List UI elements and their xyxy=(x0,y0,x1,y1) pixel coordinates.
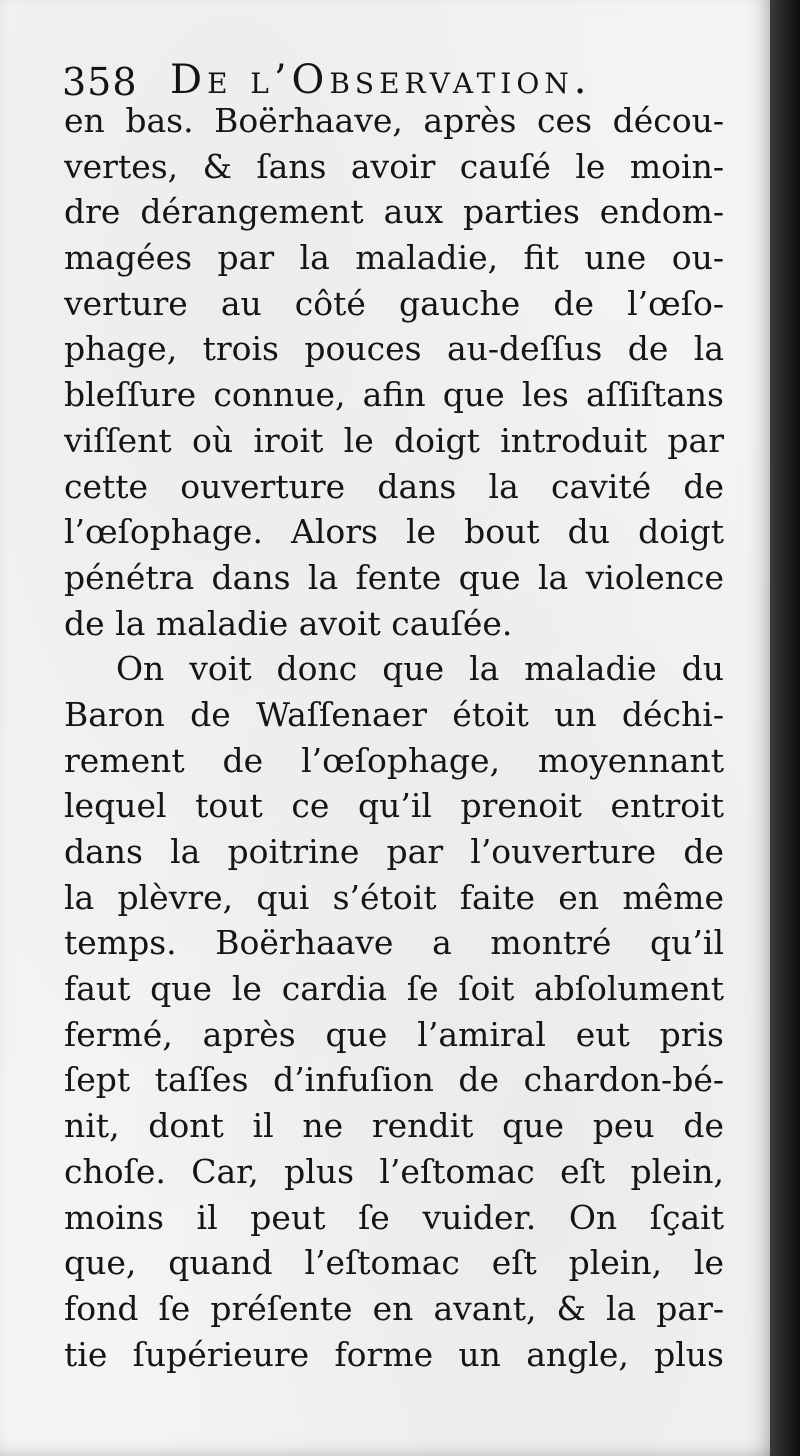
text-line: viſſent où iroit le doigt introduit par xyxy=(64,420,724,460)
text-line: verture au côté gauche de l’œſo- xyxy=(64,283,724,323)
text-line: que, quand l’eſtomac eſt plein, le xyxy=(64,1243,724,1283)
text-line: l’œſophage. Alors le bout du doigt xyxy=(64,512,724,552)
text-line: dre dérangement aux parties endom- xyxy=(64,192,724,232)
text-line: fermé, après que l’amiral eut pris xyxy=(64,1014,724,1054)
text-line: tie ſupérieure forme un angle, plus xyxy=(64,1334,724,1374)
text-line: faut que le cardia ſe ſoit abſolument xyxy=(64,969,724,1009)
text-line: fond ſe préſente en avant, & la par- xyxy=(64,1288,724,1328)
page-number: 358 xyxy=(62,60,138,104)
text-line: dans la poitrine par l’ouverture de xyxy=(64,832,724,871)
text-line: choſe. Car, plus l’eſtomac eſt plein, xyxy=(64,1151,724,1191)
text-line: moins il peut ſe vuider. On ſçait xyxy=(64,1197,724,1237)
text-line: rement de l’œſophage, moyennant xyxy=(64,740,724,780)
text-line: pénétra dans la fente que la violence xyxy=(64,557,724,597)
text-line: bleſſure connue, afin que les aſſiſtans xyxy=(64,375,724,415)
text-line: On voit donc que la maladie du xyxy=(116,649,724,689)
text-line: Baron de Waſſenaer étoit un déchi- xyxy=(64,694,724,734)
text-line: ſept taſſes d’infuſion de chardon-bé- xyxy=(64,1060,724,1100)
text-line: magées par la maladie, fit une ou- xyxy=(64,238,724,278)
page-edge-shadow xyxy=(770,0,800,1456)
text-line: nit, dont il ne rendit que peu de xyxy=(64,1106,724,1146)
text-line: phage, trois pouces au-deſſus de la xyxy=(64,329,724,369)
text-line: de la maladie avoit cauſée. xyxy=(64,603,513,643)
running-head: De l’Observation. xyxy=(170,57,592,103)
body-text xyxy=(64,98,724,1377)
text-line: en bas. Boërhaave, après ces décou- xyxy=(64,101,724,140)
text-line: la plèvre, qui s’étoit faite en même xyxy=(64,877,724,917)
text-line: vertes, & ſans avoir cauſé le moin- xyxy=(64,146,724,186)
text-line: cette ouverture dans la cavité de xyxy=(64,466,724,506)
text-line: lequel tout ce qu’il prenoit entroit xyxy=(64,786,724,826)
text-line: temps. Boërhaave a montré qu’il xyxy=(64,923,724,963)
